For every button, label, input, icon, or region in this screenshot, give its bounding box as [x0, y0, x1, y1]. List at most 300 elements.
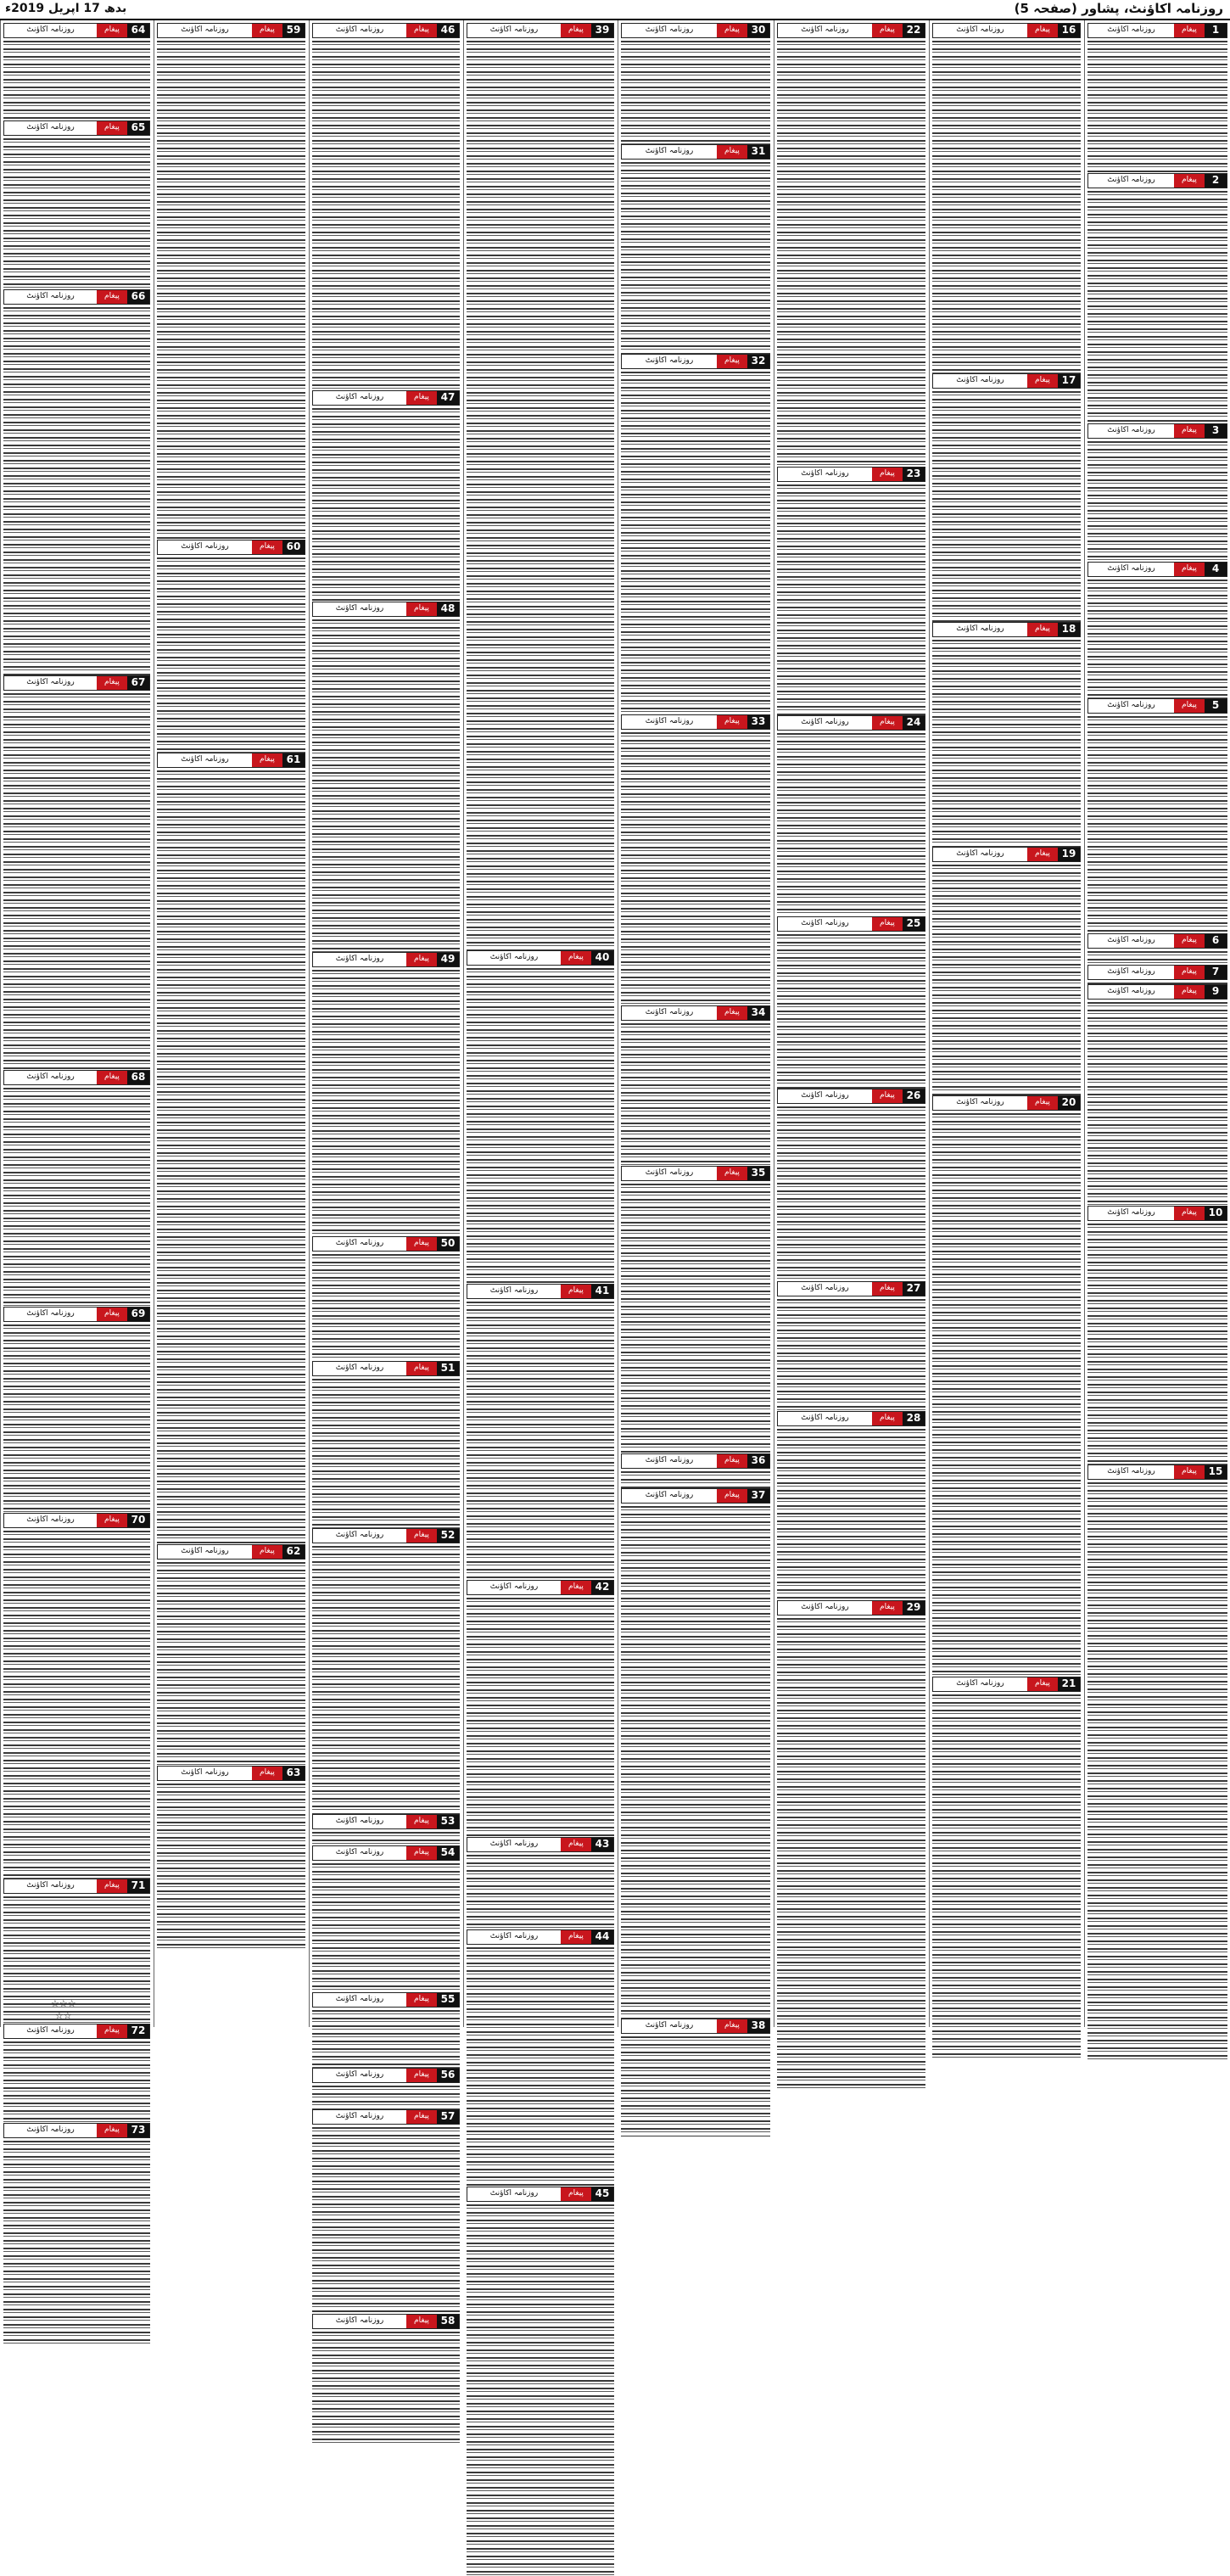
- ad-tag-label: پیغام: [1027, 848, 1058, 861]
- ad-header: [932, 1677, 1081, 1692]
- ad-header: [1087, 562, 1227, 577]
- ad-body-text: [312, 408, 460, 615]
- ad-number: 22: [903, 24, 925, 37]
- column-3: [774, 20, 928, 2027]
- footer-stars-line2: ☆☆: [54, 2010, 72, 2021]
- ad-number: 25: [903, 917, 925, 931]
- ad-source-label: روزنامہ اکاؤنٹ: [645, 356, 694, 365]
- ad-source-label: روزنامہ اکاؤنٹ: [181, 25, 229, 34]
- ad-header: [3, 1513, 150, 1528]
- ad-body-text: [312, 970, 460, 1250]
- issue-date: بدھ 17 اپریل 2019ء: [5, 2, 127, 15]
- classified-ad: [618, 2019, 773, 2120]
- ad-tag-label: پیغام: [1027, 1096, 1058, 1110]
- ad-number: 54: [437, 1846, 459, 1860]
- ad-header: [312, 2068, 460, 2083]
- ad-body-text: [932, 1694, 1081, 2058]
- ad-header: [621, 1005, 770, 1021]
- ad-body-text: [467, 1302, 614, 1593]
- ad-source-label: روزنامہ اکاؤنٹ: [1107, 1208, 1155, 1217]
- classified-ad: [464, 23, 617, 948]
- ad-header: [467, 1284, 614, 1299]
- ad-number: 28: [903, 1412, 925, 1425]
- ad-tag-label: پیغام: [406, 2315, 437, 2328]
- ad-body-text: [3, 693, 150, 1084]
- ad-body-text: [312, 1863, 460, 2006]
- ad-source-label: روزنامہ اکاؤنٹ: [1107, 176, 1155, 184]
- ad-header: [932, 622, 1081, 637]
- column-4: [618, 20, 773, 2031]
- classified-ad: [310, 2068, 462, 2107]
- ad-body-text: [621, 162, 770, 367]
- ad-tag-label: پیغام: [406, 1993, 437, 2007]
- classified-ad: [618, 144, 773, 351]
- footer-stars: [51, 1998, 76, 2022]
- ad-body-text: [467, 2204, 614, 2576]
- classified-ad: [774, 1600, 928, 2072]
- ad-body-text: [467, 1947, 614, 2200]
- classified-ad: [1, 1513, 153, 1876]
- ad-body-text: [932, 640, 1081, 860]
- ad-header: [312, 1361, 460, 1376]
- ad-tag-label: پیغام: [406, 1846, 437, 1860]
- ad-body-text: [621, 1506, 770, 2032]
- ad-header: [777, 467, 925, 482]
- ad-number: 39: [591, 24, 613, 37]
- ad-header: [312, 1845, 460, 1861]
- ad-number: 42: [591, 1581, 613, 1594]
- ad-body-text: [1087, 716, 1227, 947]
- ad-header: [1087, 698, 1227, 714]
- ad-number: 32: [747, 355, 769, 368]
- classified-ad: [930, 373, 1083, 619]
- ad-header: [312, 390, 460, 406]
- ad-source-label: روزنامہ اکاؤنٹ: [335, 955, 384, 963]
- ad-header: [3, 2024, 150, 2039]
- ad-tag-label: پیغام: [406, 1815, 437, 1828]
- ad-source-label: روزنامہ اکاؤنٹ: [645, 1491, 694, 1499]
- ad-header: [777, 23, 925, 38]
- ad-header: [1087, 23, 1227, 38]
- classified-ad: [774, 715, 928, 914]
- ad-source-label: روزنامہ اکاؤنٹ: [645, 147, 694, 155]
- ad-source-label: روزنامہ اکاؤنٹ: [645, 2021, 694, 2030]
- ad-number: 17: [1058, 374, 1080, 388]
- ad-header: [3, 23, 150, 38]
- ad-source-label: روزنامہ اکاؤنٹ: [26, 292, 75, 300]
- ad-number: 6: [1205, 934, 1227, 948]
- ad-number: 26: [903, 1089, 925, 1103]
- ad-source-label: روزنامہ اکاؤنٹ: [801, 1284, 849, 1292]
- ad-body-text: [777, 1618, 925, 2088]
- classified-ad: [1, 23, 153, 118]
- ad-tag-label: پیغام: [717, 24, 747, 37]
- ad-header: [777, 1089, 925, 1104]
- ad-number: 36: [747, 1454, 769, 1468]
- ad-source-label: روزنامہ اکاؤنٹ: [1107, 987, 1155, 995]
- ad-number: 70: [127, 1514, 149, 1527]
- ad-tag-label: پیغام: [717, 355, 747, 368]
- ad-header: [157, 1766, 305, 1781]
- ad-body-text: [621, 2036, 770, 2136]
- ad-tag-label: پیغام: [1174, 424, 1205, 438]
- ad-source-label: روزنامہ اکاؤنٹ: [801, 1603, 849, 1611]
- ad-number: 49: [437, 953, 459, 966]
- ad-header: [621, 714, 770, 730]
- classified-ad: [774, 1089, 928, 1279]
- ad-source-label: روزنامہ اکاؤنٹ: [645, 717, 694, 725]
- ad-header: [467, 2187, 614, 2202]
- ad-number: 15: [1205, 1465, 1227, 1479]
- ad-source-label: روزنامہ اکاؤنٹ: [801, 718, 849, 726]
- ad-header: [932, 1095, 1081, 1111]
- classified-ad: [1, 1307, 153, 1510]
- classified-ad: [774, 23, 928, 464]
- ad-tag-label: پیغام: [717, 145, 747, 159]
- ad-tag-label: پیغام: [872, 468, 903, 481]
- ad-number: 46: [437, 24, 459, 37]
- masthead: [0, 0, 1230, 20]
- classified-ad: [1085, 965, 1230, 982]
- ad-source-label: روزنامہ اکاؤنٹ: [956, 376, 1004, 384]
- ad-header: [157, 1544, 305, 1560]
- ad-tag-label: پیغام: [1027, 24, 1058, 37]
- ad-number: 59: [282, 24, 305, 37]
- classified-ad: [1085, 562, 1230, 696]
- ad-tag-label: پیغام: [406, 1529, 437, 1543]
- ad-source-label: روزنامہ اکاؤنٹ: [335, 1817, 384, 1825]
- ad-number: 33: [747, 715, 769, 729]
- ad-source-label: روزنامہ اکاؤنٹ: [956, 1679, 1004, 1688]
- ad-body-text: [777, 733, 925, 930]
- ad-source-label: روزنامہ اکاؤنٹ: [26, 1515, 75, 1524]
- ad-source-label: روزنامہ اکاؤنٹ: [335, 2112, 384, 2120]
- ad-source-label: روزنامہ اکاؤنٹ: [801, 25, 849, 34]
- ad-tag-label: پیغام: [561, 1581, 591, 1594]
- ad-tag-label: پیغام: [1027, 374, 1058, 388]
- ad-number: 20: [1058, 1096, 1080, 1110]
- ad-header: [777, 715, 925, 731]
- ad-number: 53: [437, 1815, 459, 1828]
- ad-header: [3, 1879, 150, 1894]
- ad-header: [777, 1411, 925, 1426]
- ad-body-text: [932, 391, 1081, 636]
- classified-ad: [310, 1361, 462, 1526]
- classified-ad: [1085, 984, 1230, 1203]
- ad-header: [467, 23, 614, 38]
- classified-ad: [464, 2187, 617, 2560]
- ad-number: 19: [1058, 848, 1080, 861]
- ad-tag-label: پیغام: [97, 290, 127, 304]
- classified-ad: [774, 467, 928, 713]
- ad-body-text: [1087, 41, 1227, 187]
- ad-tag-label: پیغام: [872, 917, 903, 931]
- ad-header: [932, 847, 1081, 862]
- ad-number: 72: [127, 2024, 149, 2038]
- classified-ad: [154, 1766, 308, 1935]
- classified-ad: [310, 1236, 462, 1358]
- ad-body-text: [932, 865, 1081, 1109]
- ad-header: [1087, 1206, 1227, 1221]
- ad-header: [1087, 1464, 1227, 1480]
- ad-source-label: روزنامہ اکاؤنٹ: [489, 2189, 539, 2198]
- ad-number: 9: [1205, 985, 1227, 999]
- ad-tag-label: پیغام: [406, 1237, 437, 1251]
- ad-tag-label: پیغام: [717, 1167, 747, 1180]
- ad-source-label: روزنامہ اکاؤنٹ: [181, 542, 229, 551]
- ad-source-label: روزنامہ اکاؤنٹ: [335, 1239, 384, 1247]
- ad-body-text: [3, 1088, 150, 1320]
- ad-tag-label: پیغام: [1174, 174, 1205, 188]
- classified-ad: [464, 1929, 617, 2184]
- ad-tag-label: پیغام: [406, 2110, 437, 2124]
- classified-ad: [154, 1544, 308, 1763]
- ad-body-text: [312, 2127, 460, 2327]
- classified-ad: [310, 1845, 462, 1990]
- ad-number: 48: [437, 602, 459, 616]
- ad-number: 52: [437, 1529, 459, 1543]
- ad-source-label: روزنامہ اکاؤنٹ: [335, 1531, 384, 1539]
- ad-tag-label: پیغام: [717, 715, 747, 729]
- ad-header: [157, 540, 305, 555]
- ad-source-label: روزنامہ اکاؤنٹ: [645, 1008, 694, 1016]
- ad-source-label: روزنامہ اکاؤنٹ: [489, 1932, 539, 1940]
- ad-body-text: [1087, 191, 1227, 437]
- ad-number: 66: [127, 290, 149, 304]
- ad-tag-label: پیغام: [252, 24, 282, 37]
- ad-tag-label: پیغام: [252, 1545, 282, 1559]
- ad-number: 71: [127, 1879, 149, 1893]
- ad-tag-label: پیغام: [97, 2024, 127, 2038]
- ad-source-label: روزنامہ اکاؤنٹ: [335, 1848, 384, 1856]
- ad-header: [312, 1992, 460, 2008]
- ad-tag-label: پیغام: [406, 391, 437, 405]
- classified-ad: [1085, 1464, 1230, 2047]
- classified-ad: [930, 23, 1083, 371]
- ad-body-text: [932, 41, 1081, 387]
- ad-number: 37: [747, 1489, 769, 1503]
- ad-header: [467, 1929, 614, 1945]
- ad-body-text: [312, 2332, 460, 2445]
- classified-ad: [1, 1879, 153, 2021]
- ad-body-text: [312, 619, 460, 966]
- ad-header: [932, 373, 1081, 389]
- ad-tag-label: پیغام: [872, 1412, 903, 1425]
- ad-header: [1087, 984, 1227, 1000]
- ad-source-label: روزنامہ اکاؤنٹ: [801, 1091, 849, 1100]
- ad-tag-label: پیغام: [1027, 1677, 1058, 1691]
- classified-ad: [1085, 698, 1230, 931]
- ad-number: 27: [903, 1282, 925, 1296]
- ad-body-text: [157, 1784, 305, 1952]
- ad-tag-label: پیغام: [97, 121, 127, 135]
- ad-tag-label: پیغام: [561, 1930, 591, 1944]
- ad-number: 38: [747, 2019, 769, 2033]
- ad-source-label: روزنامہ اکاؤنٹ: [1107, 936, 1155, 944]
- column-5: [463, 20, 617, 2199]
- classified-ad: [618, 23, 773, 142]
- ad-source-label: روزنامہ اکاؤنٹ: [335, 1995, 384, 2003]
- ad-tag-label: پیغام: [561, 2187, 591, 2201]
- ad-tag-label: پیغام: [1027, 623, 1058, 636]
- ad-source-label: روزنامہ اکاؤنٹ: [645, 25, 694, 34]
- ad-tag-label: پیغام: [97, 676, 127, 690]
- ad-source-label: روزنامہ اکاؤنٹ: [181, 755, 229, 764]
- ad-header: [157, 753, 305, 768]
- classified-ad: [1085, 423, 1230, 559]
- ad-body-text: [312, 41, 460, 404]
- ad-tag-label: پیغام: [406, 24, 437, 37]
- ad-body-text: [312, 1546, 460, 1828]
- ad-tag-label: پیغام: [872, 1089, 903, 1103]
- ad-tag-label: پیغام: [561, 1285, 591, 1298]
- classified-ad: [1, 2123, 153, 2330]
- ad-body-text: [3, 1896, 150, 2037]
- classified-ad: [930, 847, 1083, 1093]
- ad-header: [1087, 423, 1227, 439]
- ad-header: [1087, 173, 1227, 188]
- ad-body-text: [312, 1254, 460, 1375]
- classified-ad: [1, 289, 153, 673]
- ad-body-text: [1087, 1002, 1227, 1219]
- ad-body-text: [157, 1562, 305, 1779]
- classified-ad: [618, 1453, 773, 1486]
- ad-number: 61: [282, 753, 305, 767]
- ad-number: 44: [591, 1930, 613, 1944]
- ad-number: 35: [747, 1167, 769, 1180]
- ad-source-label: روزنامہ اکاؤنٹ: [645, 1168, 694, 1177]
- column-1: [1084, 20, 1230, 2027]
- ad-tag-label: پیغام: [717, 1489, 747, 1503]
- ad-body-text: [3, 1531, 150, 1892]
- ad-number: 65: [127, 121, 149, 135]
- ad-source-label: روزنامہ اکاؤنٹ: [181, 1768, 229, 1777]
- ad-tag-label: پیغام: [252, 1767, 282, 1780]
- classified-ad: [154, 753, 308, 1542]
- ad-source-label: روزنامہ اکاؤنٹ: [335, 2316, 384, 2325]
- ad-body-text: [3, 2141, 150, 2346]
- ad-number: 68: [127, 1071, 149, 1084]
- ad-tag-label: پیغام: [406, 953, 437, 966]
- ad-source-label: روزنامہ اکاؤنٹ: [956, 849, 1004, 858]
- ad-header: [312, 602, 460, 617]
- ad-body-text: [777, 1106, 925, 1295]
- ad-number: 58: [437, 2315, 459, 2328]
- classified-ad: [1085, 933, 1230, 962]
- column-8: [0, 20, 153, 2136]
- ad-body-text: [312, 1379, 460, 1542]
- ad-source-label: روزنامہ اکاؤنٹ: [335, 604, 384, 613]
- ad-number: 23: [903, 468, 925, 481]
- ad-source-label: روزنامہ اکاؤنٹ: [1107, 426, 1155, 434]
- ad-header: [312, 1528, 460, 1543]
- ad-body-text: [1087, 580, 1227, 712]
- footer-stars-line1: ☆☆☆: [51, 1998, 76, 2009]
- ad-source-label: روزنامہ اکاؤنٹ: [335, 25, 384, 34]
- ad-body-text: [621, 1184, 770, 1467]
- ad-source-label: روزنامہ اکاؤنٹ: [1107, 25, 1155, 34]
- ad-header: [621, 1453, 770, 1469]
- ad-tag-label: پیغام: [1174, 1207, 1205, 1220]
- classified-ad: [310, 952, 462, 1234]
- ad-source-label: روزنامہ اکاؤنٹ: [489, 953, 539, 961]
- classified-ad: [618, 354, 773, 712]
- classified-ad: [1, 675, 153, 1067]
- ad-number: 51: [437, 1362, 459, 1375]
- ad-source-label: روزنامہ اکاؤنٹ: [26, 1072, 75, 1081]
- ad-number: 60: [282, 540, 305, 554]
- ad-tag-label: پیغام: [1174, 966, 1205, 979]
- column-2: [929, 20, 1083, 2027]
- ad-number: 64: [127, 24, 149, 37]
- ad-source-label: روزنامہ اکاؤنٹ: [181, 1547, 229, 1555]
- ad-body-text: [467, 968, 614, 1297]
- ad-tag-label: پیغام: [97, 1514, 127, 1527]
- ad-source-label: روزنامہ اکاؤنٹ: [26, 25, 75, 34]
- ad-header: [621, 144, 770, 160]
- ad-header: [1087, 965, 1227, 980]
- ad-header: [3, 2123, 150, 2138]
- ad-header: [3, 1307, 150, 1322]
- ad-source-label: روزنامہ اکاؤنٹ: [956, 1098, 1004, 1106]
- ad-header: [3, 1070, 150, 1085]
- ad-body-text: [621, 41, 770, 158]
- ad-body-text: [932, 1113, 1081, 1690]
- ad-body-text: [777, 934, 925, 1102]
- ad-number: 16: [1058, 24, 1080, 37]
- ad-number: 40: [591, 951, 613, 965]
- classified-ad: [1085, 1206, 1230, 1462]
- ad-header: [777, 1281, 925, 1296]
- classified-ad: [310, 23, 462, 388]
- classified-ad: [618, 1005, 773, 1163]
- ad-number: 4: [1205, 563, 1227, 576]
- classified-ad: [464, 950, 617, 1281]
- ad-number: 45: [591, 2187, 613, 2201]
- ad-number: 1: [1205, 24, 1227, 37]
- ad-tag-label: پیغام: [1174, 699, 1205, 713]
- ad-tag-label: پیغام: [406, 2069, 437, 2082]
- ad-number: 63: [282, 1767, 305, 1780]
- ad-header: [312, 2314, 460, 2329]
- ad-source-label: روزنامہ اکاؤنٹ: [26, 1309, 75, 1318]
- ad-number: 73: [127, 2124, 149, 2137]
- ad-tag-label: پیغام: [406, 602, 437, 616]
- classified-ad: [310, 1992, 462, 2065]
- ad-source-label: روزنامہ اکاؤنٹ: [1107, 701, 1155, 709]
- column-7: [154, 20, 308, 2027]
- ad-source-label: روزنامہ اکاؤنٹ: [489, 1286, 539, 1295]
- ad-header: [3, 120, 150, 136]
- ad-tag-label: پیغام: [1174, 563, 1205, 576]
- classified-ad: [1085, 23, 1230, 171]
- ad-header: [621, 1166, 770, 1181]
- ad-header: [621, 23, 770, 38]
- ad-source-label: روزنامہ اکاؤنٹ: [801, 469, 849, 478]
- classified-ad: [930, 622, 1083, 844]
- ad-source-label: روزنامہ اکاؤنٹ: [26, 2026, 75, 2035]
- ad-number: 3: [1205, 424, 1227, 438]
- ad-source-label: روزنامہ اکاؤنٹ: [801, 1414, 849, 1422]
- ad-number: 41: [591, 1285, 613, 1298]
- ad-number: 57: [437, 2110, 459, 2124]
- classified-ad: [310, 1528, 462, 1812]
- classified-ad: [618, 1166, 773, 1451]
- ad-number: 69: [127, 1308, 149, 1321]
- ad-tag-label: پیغام: [717, 1006, 747, 1020]
- ad-source-label: روزنامہ اکاؤنٹ: [489, 25, 539, 34]
- classified-ad: [310, 2109, 462, 2311]
